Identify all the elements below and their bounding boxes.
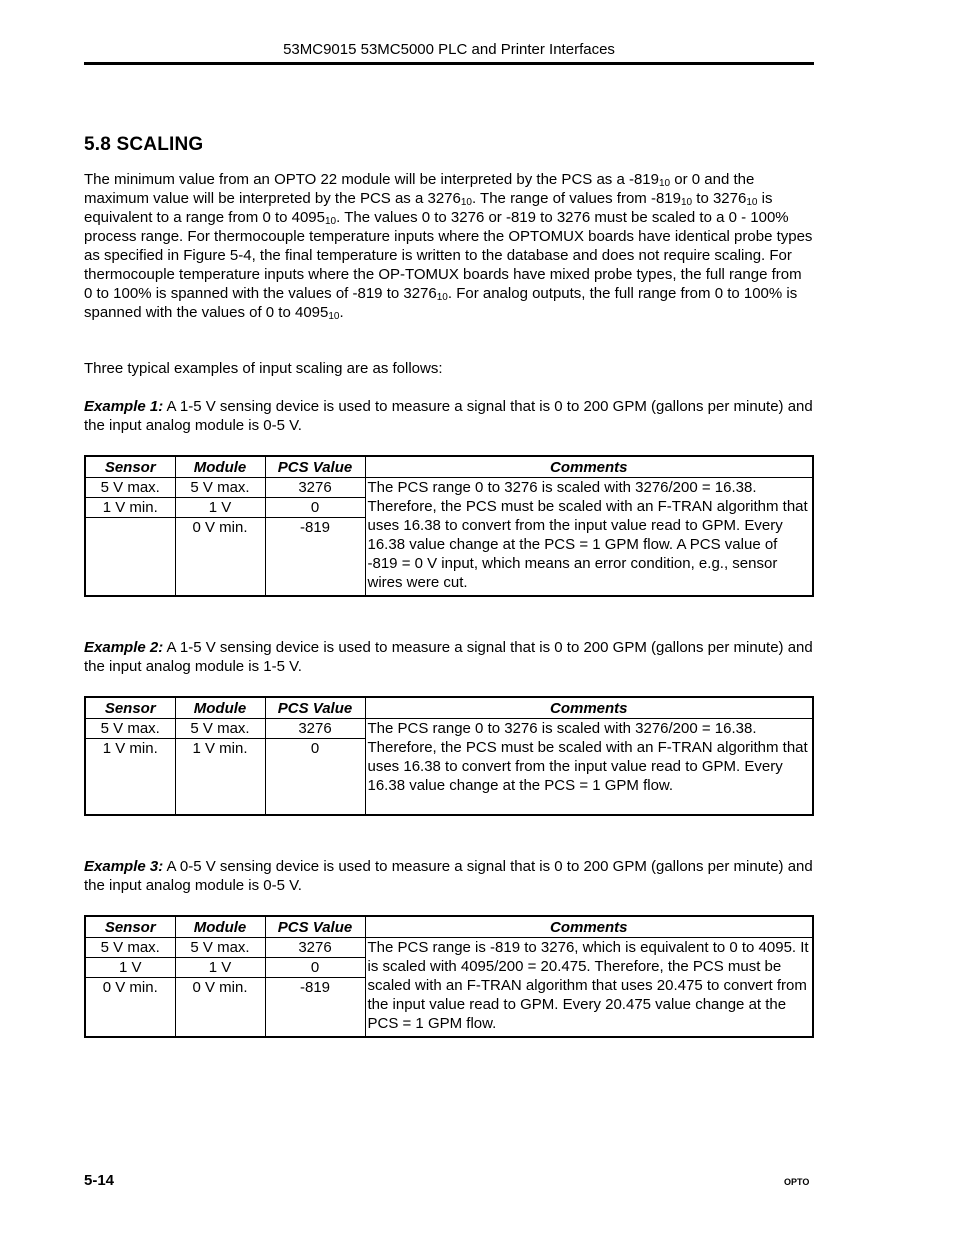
header-module: Module <box>175 697 265 719</box>
header-module: Module <box>175 916 265 938</box>
brand-mark: OPTO <box>784 1177 810 1187</box>
header-sensor: Sensor <box>85 456 175 478</box>
table-row: 1 V min. 1 V 0 <box>85 498 813 518</box>
example-2-label: Example 2: <box>84 639 164 656</box>
comment-cell: The PCS range is -819 to 3276, which is equivalent to 0 to 4095. It is scaled with 4095/200 = 20.475. Therefore, the PCS must be scaled with an F-TRAN algorithm that uses 20.475 to convert from the input value read to GPM. Every 20.475 value change at the PCS = 1 GPM flow. <box>365 938 813 1037</box>
table-row: 0 V min. 0 V min. -819 <box>85 978 813 1037</box>
table-row: 1 V min. 1 V min. 0 <box>85 739 813 815</box>
example-3-text: Example 3: A 0-5 V sensing device is used to measure a signal that is 0 to 200 GPM (gallons per minute) and the input analog module is 0-5 V. <box>84 858 813 894</box>
header-sensor: Sensor <box>85 916 175 938</box>
header-pcs-value: PCS Value <box>265 456 365 478</box>
example-2-table <box>84 696 814 816</box>
table-row: 0 V min. -819 <box>85 518 813 596</box>
table-row: 5 V max. 5 V max. 3276 The PCS range 0 to 3276 is scaled with 3276/200 = 16.38. Therefore, the PCS must be scaled with an F-TRAN algorithm that uses 16.38 to convert from the input value read to GPM. Every 16.38 value change at the PCS = 1 GPM flow. <box>85 719 813 739</box>
example-2-text: Example 2: A 1-5 V sensing device is used to measure a signal that is 0 to 200 GPM (gallons per minute) and the input analog module is 1-5 V. <box>84 639 813 675</box>
running-header: 53MC9015 53MC5000 PLC and Printer Interfaces <box>283 41 615 58</box>
header-pcs-value: PCS Value <box>265 916 365 938</box>
table-row: 1 V 1 V 0 <box>85 958 813 978</box>
intro-paragraph: The minimum value from an OPTO 22 module will be interpreted by the PCS as a $-819_{10}$ or 0 and the maximum value will be interpreted by the PCS as a $3276_{10}$. The range of values from $-819_{10}$ to $3276_{10}$ is equivalent to a range from 0 to $4095_{10}$. The values 0 to 3276 or -819 to 3276 must be scaled to a 0 - 100% process range. For thermocouple temperature inputs where the OPTOMUX boards have identical probe types as specified in Figure 5-4, the final temperature is written to the database and does not require scaling. For thermocouple temperature inputs where the OP-TOMUX boards have mixed probe types, the full range from 0 to 100% is spanned with the values of -819 to $3276_{10}$. For analog outputs, the full range from 0 to 100% is spanned with the values of 0 to $4095_{10}$. <box>84 171 813 322</box>
header-module: Module <box>175 456 265 478</box>
comment-cell: The PCS range 0 to 3276 is scaled with 3276/200 = 16.38. Therefore, the PCS must be scaled with an F-TRAN algorithm that uses 16.38 to convert from the input value read to GPM. Every 16.38 value change at the PCS = 1 GPM flow. A PCS value of -819 = 0 V input, which means an error condition, e.g., sensor wires were cut. <box>365 478 813 596</box>
header-rule <box>84 62 814 65</box>
example-1-table <box>84 455 814 597</box>
table-row: 5 V max. 5 V max. 3276 The PCS range is -819 to 3276, which is equivalent to 0 to 4095. It is scaled with 4095/200 = 20.475. Therefore, the PCS must be scaled with an F-TRAN algorithm that uses 20.475 to convert from the input value read to GPM. Every 20.475 value change at the PCS = 1 GPM flow. <box>85 938 813 958</box>
comment-cell: The PCS range 0 to 3276 is scaled with 3276/200 = 16.38. Therefore, the PCS must be scaled with an F-TRAN algorithm that uses 16.38 to convert from the input value read to GPM. Every 16.38 value change at the PCS = 1 GPM flow. <box>365 719 813 815</box>
example-1-label: Example 1: <box>84 398 164 415</box>
header-comments: Comments <box>365 456 813 478</box>
example-1-text: Example 1: A 1-5 V sensing device is used to measure a signal that is 0 to 200 GPM (gallons per minute) and the input analog module is 0-5 V. <box>84 398 813 434</box>
header-sensor: Sensor <box>85 697 175 719</box>
page-number: 5-14 <box>84 1172 115 1189</box>
header-pcs-value: PCS Value <box>265 697 365 719</box>
table-row: 5 V max. 5 V max. 3276 The PCS range 0 to 3276 is scaled with 3276/200 = 16.38. Therefore, the PCS must be scaled with an F-TRAN algorithm that uses 16.38 to convert from the input value read to GPM. Every 16.38 value change at the PCS = 1 GPM flow. A PCS value of -819 = 0 V input, which means an error condition, e.g., sensor wires were cut. <box>85 478 813 498</box>
example-3-table <box>84 915 814 1038</box>
example-3-label: Example 3: <box>84 858 164 875</box>
header-comments: Comments <box>365 697 813 719</box>
examples-intro: Three typical examples of input scaling are as follows: <box>84 360 443 377</box>
section-title: 5.8 SCALING <box>84 134 204 155</box>
header-comments: Comments <box>365 916 813 938</box>
